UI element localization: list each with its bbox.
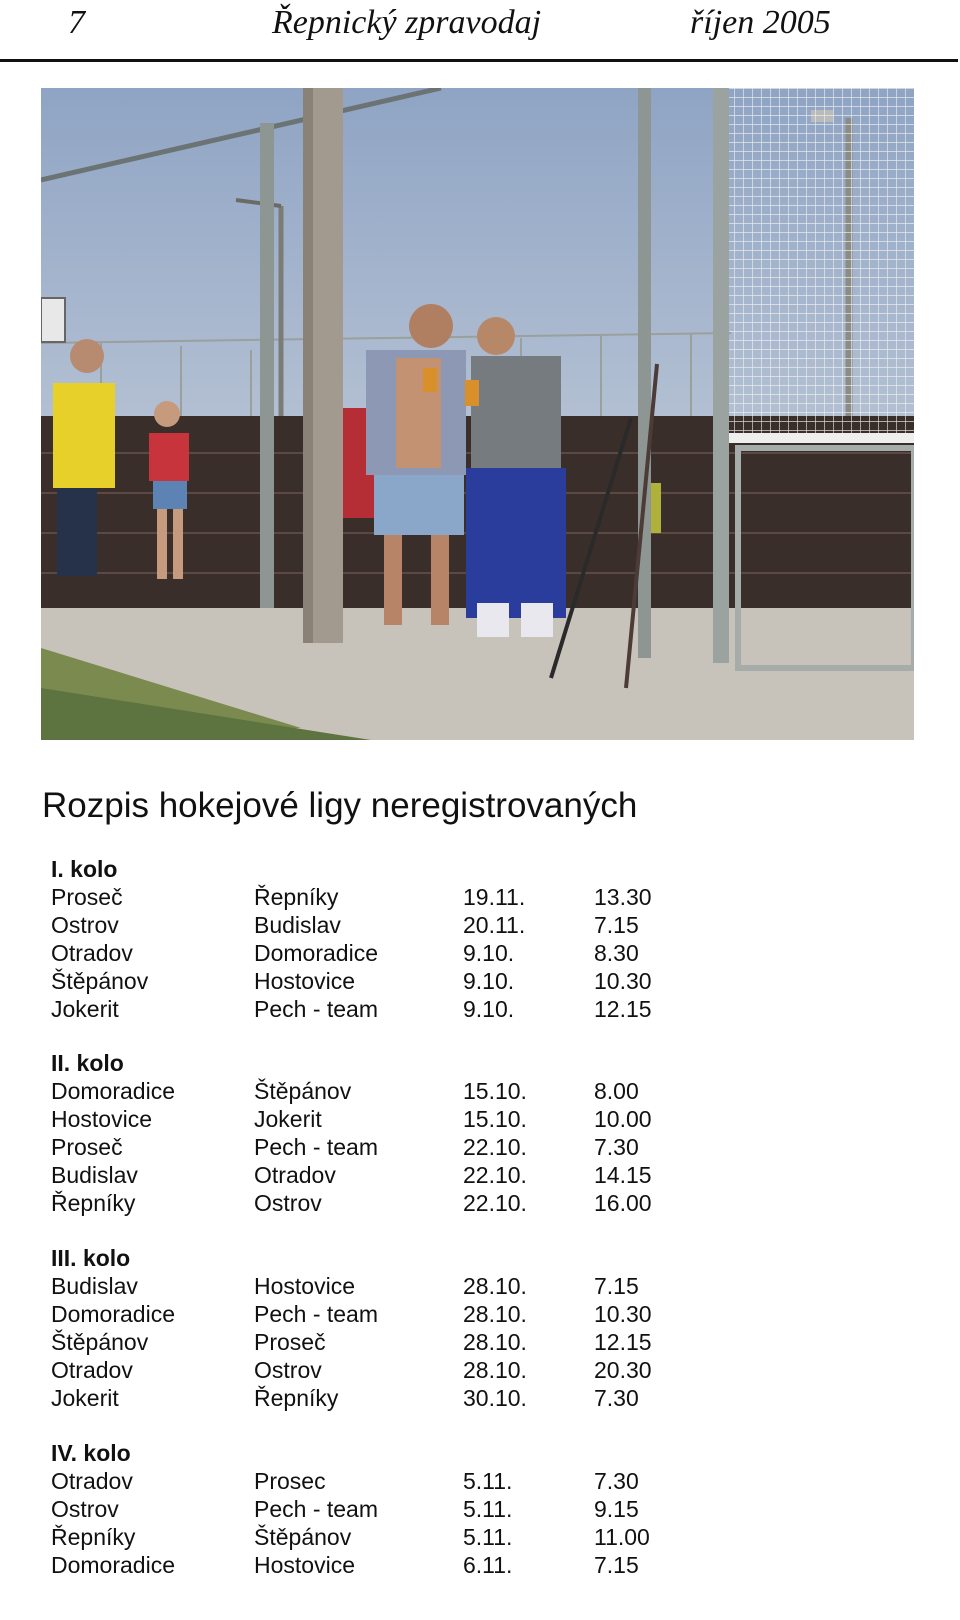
match-time: 14.15 [594, 1162, 652, 1188]
match-row [0, 1552, 960, 1581]
away-team: Otradov [254, 1162, 336, 1188]
away-team: Prosec [254, 1468, 326, 1494]
match-row [0, 1357, 960, 1386]
match-date: 30.10. [463, 1385, 527, 1411]
match-date: 5.11. [463, 1496, 513, 1522]
home-team: Jokerit [51, 1385, 119, 1411]
round-label: I. kolo [51, 856, 118, 882]
match-date: 9.10. [463, 940, 515, 966]
match-row [0, 1329, 960, 1358]
home-team: Budislav [51, 1273, 138, 1299]
home-team: Proseč [51, 1134, 123, 1160]
match-row [0, 996, 960, 1025]
match-row [0, 884, 960, 913]
home-team: Řepníky [51, 1190, 136, 1216]
home-team: Otradov [51, 1468, 133, 1494]
away-team: Štěpánov [254, 1078, 352, 1104]
home-team: Jokerit [51, 996, 119, 1022]
match-date: 15.10. [463, 1106, 527, 1132]
away-team: Štěpánov [254, 1524, 352, 1550]
hockey-players-photo [41, 88, 914, 740]
match-date: 28.10. [463, 1301, 527, 1327]
match-row [0, 912, 960, 941]
away-team: Řepníky [254, 1385, 339, 1411]
home-team: Otradov [51, 1357, 133, 1383]
page-number: 7 [68, 4, 85, 41]
match-time: 16.00 [594, 1190, 652, 1216]
round-label: III. kolo [51, 1245, 131, 1271]
away-team: Budislav [254, 912, 341, 938]
match-date: 28.10. [463, 1357, 527, 1383]
home-team: Domoradice [51, 1301, 175, 1327]
round-label: II. kolo [51, 1050, 124, 1076]
away-team: Ostrov [254, 1190, 322, 1216]
away-team: Domoradice [254, 940, 378, 966]
round-label: IV. kolo [51, 1440, 131, 1466]
home-team: Řepníky [51, 1524, 136, 1550]
away-team: Ostrov [254, 1357, 322, 1383]
match-time: 7.15 [594, 1552, 639, 1578]
away-team: Hostovice [254, 968, 355, 994]
home-team: Štěpánov [51, 1329, 149, 1355]
home-team: Proseč [51, 884, 123, 910]
match-date: 19.11. [463, 884, 526, 910]
page-header [0, 0, 960, 62]
match-time: 13.30 [594, 884, 652, 910]
match-time: 8.00 [594, 1078, 639, 1104]
match-row [0, 968, 960, 997]
match-time: 7.30 [594, 1134, 639, 1160]
home-team: Hostovice [51, 1106, 152, 1132]
match-date: 9.10. [463, 968, 515, 994]
match-date: 6.11. [463, 1552, 513, 1578]
match-row [0, 1496, 960, 1525]
match-row [0, 1524, 960, 1553]
issue-date: říjen 2005 [690, 4, 831, 41]
header-rule [0, 59, 958, 62]
home-team: Domoradice [51, 1552, 175, 1578]
away-team: Pech - team [254, 1496, 378, 1522]
away-team: Pech - team [254, 1134, 378, 1160]
match-row [0, 1078, 960, 1107]
match-date: 22.10. [463, 1134, 527, 1160]
match-row [0, 1190, 960, 1219]
home-team: Štěpánov [51, 968, 149, 994]
match-date: 22.10. [463, 1190, 527, 1216]
away-team: Pech - team [254, 996, 378, 1022]
match-time: 7.15 [594, 1273, 639, 1299]
away-team: Řepníky [254, 884, 339, 910]
match-row [0, 1301, 960, 1330]
match-row [0, 1385, 960, 1414]
home-team: Otradov [51, 940, 133, 966]
match-row [0, 1106, 960, 1135]
away-team: Hostovice [254, 1552, 355, 1578]
match-time: 9.15 [594, 1496, 639, 1522]
match-time: 8.30 [594, 940, 639, 966]
match-date: 9.10. [463, 996, 515, 1022]
home-team: Ostrov [51, 912, 119, 938]
match-time: 7.30 [594, 1385, 639, 1411]
match-time: 12.15 [594, 996, 652, 1022]
photo-illustration [41, 88, 914, 740]
page-title: Rozpis hokejové ligy neregistrovaných [42, 786, 638, 825]
match-time: 10.00 [594, 1106, 652, 1132]
match-row [0, 1468, 960, 1497]
away-team: Proseč [254, 1329, 326, 1355]
match-row [0, 940, 960, 969]
match-time: 20.30 [594, 1357, 652, 1383]
match-date: 22.10. [463, 1162, 527, 1188]
match-date: 20.11. [463, 912, 526, 938]
match-time: 11.00 [594, 1524, 650, 1550]
match-date: 15.10. [463, 1078, 527, 1104]
match-date: 28.10. [463, 1273, 527, 1299]
match-date: 5.11. [463, 1468, 513, 1494]
home-team: Ostrov [51, 1496, 119, 1522]
match-time: 12.15 [594, 1329, 652, 1355]
match-row [0, 1162, 960, 1191]
match-date: 5.11. [463, 1524, 513, 1550]
match-time: 10.30 [594, 968, 652, 994]
match-time: 7.30 [594, 1468, 639, 1494]
match-row [0, 1273, 960, 1302]
away-team: Hostovice [254, 1273, 355, 1299]
match-time: 10.30 [594, 1301, 652, 1327]
publication-title: Řepnický zpravodaj [272, 4, 542, 41]
match-date: 28.10. [463, 1329, 527, 1355]
away-team: Jokerit [254, 1106, 322, 1132]
home-team: Budislav [51, 1162, 138, 1188]
match-row [0, 1134, 960, 1163]
away-team: Pech - team [254, 1301, 378, 1327]
match-time: 7.15 [594, 912, 639, 938]
home-team: Domoradice [51, 1078, 175, 1104]
